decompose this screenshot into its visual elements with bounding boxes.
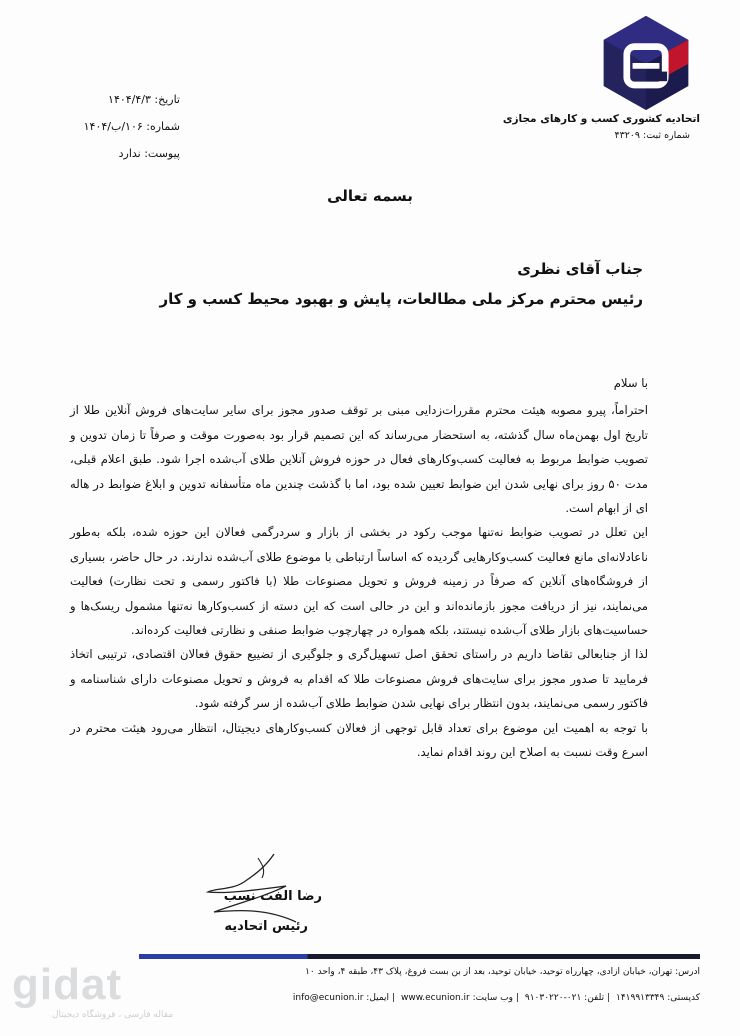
footer-phone: تلفن: ۰۲۱-۹۱۰۳۰۲۲۰ [524,993,605,1003]
greeting: با سلام [613,376,648,390]
watermark-subtitle: مقاله فارسی ، فروشگاه دیجیتال [52,1010,174,1020]
union-logo [598,14,694,110]
footer-divider [139,954,700,959]
signatory-name: رضا الفت نسب [223,889,322,904]
footer-email[interactable]: ایمیل: info@ecunion.ir [292,993,390,1003]
addressee-title: رئیس محترم مرکز ملی مطالعات، پایش و بهبود محیط کسب و کار [159,290,643,308]
registration-number: شماره ثبت: ۴۳۲۰۹ [614,130,690,141]
body-paragraph: با توجه به اهمیت این موضوع برای تعداد قابل توجهی از فعالان کسب‌وکارهای دیجیتال، انتظار می‌رود هیئت محترم در اسرع وقت نسبت به اصلاح این روند اقدام نماید. [70,720,648,760]
watermark-brand: gidat [12,960,123,1009]
signatory-title: رئیس اتحادیه [224,919,308,934]
body-paragraph: این تعلل در تصویب ضوابط نه‌تنها موجب رکود در بخشی از بازار و سردرگمی فعالان این حوزه شده، بلکه به‌طور ناعادلانه‌ای مانع فعالیت کسب‌وکارهایی گردیده که اساساً ارتباطی با موضوع طلای آب‌شده ندارند. در حال حاضر، بسیاری از فروشگاه‌های آنلاین که صرفاً در زمینه فروش و تحویل مصنوعات طلا (با فاکتور رسمی و تحت نظارت) فعالیت می‌نمایند، نیز از دریافت مجوز بازمانده‌اند و این در حالی است که این دسته از کسب‌وکارها نه‌تنها مشمول ریسک‌ها و حساسیت‌های بازار طلای آب‌شده نیستند، بلکه همواره در چهارچوب ضوابط صنفی و نظارتی فعالیت کرده‌اند. [70,525,648,638]
footer-contacts: کدپستی: ۱۴۱۹۹۱۳۳۴۹| تلفن: ۰۲۱-۹۱۰۳۰۲۲۰| وب سایت: www.ecunion.ir| ایمیل: info@ecunion.ir [292,993,700,1003]
letter-attachment: پیوست: ندارد [118,147,180,160]
letter-date: تاریخ: ۱۴۰۴/۴/۳ [108,93,180,106]
bismillah-heading: بسمه تعالی [327,187,413,205]
letter-meta [60,86,180,167]
footer-address: آدرس: تهران، خیابان آزادی، چهارراه توحید، خیابان توحید، بعد از بن بست فروغ، پلاک ۴۳، طبقه ۴، واحد ۱۰ [305,967,700,977]
footer-website[interactable]: وب سایت: www.ecunion.ir [400,993,513,1003]
letter-body [70,371,648,765]
watermark [12,960,182,1030]
org-name: اتحادیه کشوری کسب و کارهای مجازی [502,113,700,125]
addressee-name: جناب آقای نظری [517,260,643,278]
body-paragraph: لذا از جنابعالی تقاضا داریم در راستای تحقق اصل تسهیل‌گری و جلوگیری از تضییع حقوق فعالان اقتصادی، ترتیبی اتخاذ فرمایید تا صدور مجوز برای سایت‌های فروش مصنوعات طلا که اقدام به فروش و تحویل مصنوعات دارای شناسنامه و فاکتور رسمی می‌نمایند، بدون انتظار برای نهایی شدن ضوابط طلای آب‌شده از سر گرفته شود. [70,647,648,711]
footer-postal: کدپستی: ۱۴۱۹۹۱۳۳۴۹ [616,993,700,1003]
letter-number: شماره: ۱۰۶/ب/۱۴۰۴ [83,120,180,133]
addressee-block [159,256,643,316]
body-paragraph: احتراماً، پیرو مصوبه هیئت محترم مقررات‌زدایی مبنی بر توقف صدور مجوز برای سایر سایت‌های فروش آنلاین طلا از تاریخ اول بهمن‌ماه سال گذشته، به استحضار می‌رساند که این تصمیم قرار بود به‌صورت موقت و صرفاً تا زمان تدوین و تصویب ضوابط مربوط به فعالیت کسب‌وکارهای فعال در حوزه فروش آنلاین طلای آب‌شده اجرا شود. طبق اعلام قبلی، مدت ۵۰ روز برای نهایی شدن این ضوابط تعیین شده بود، اما با گذشت چندین ماه متأسفانه تدوین و ابلاغ ضوابط در هاله ای از ابهام است. [70,403,648,516]
